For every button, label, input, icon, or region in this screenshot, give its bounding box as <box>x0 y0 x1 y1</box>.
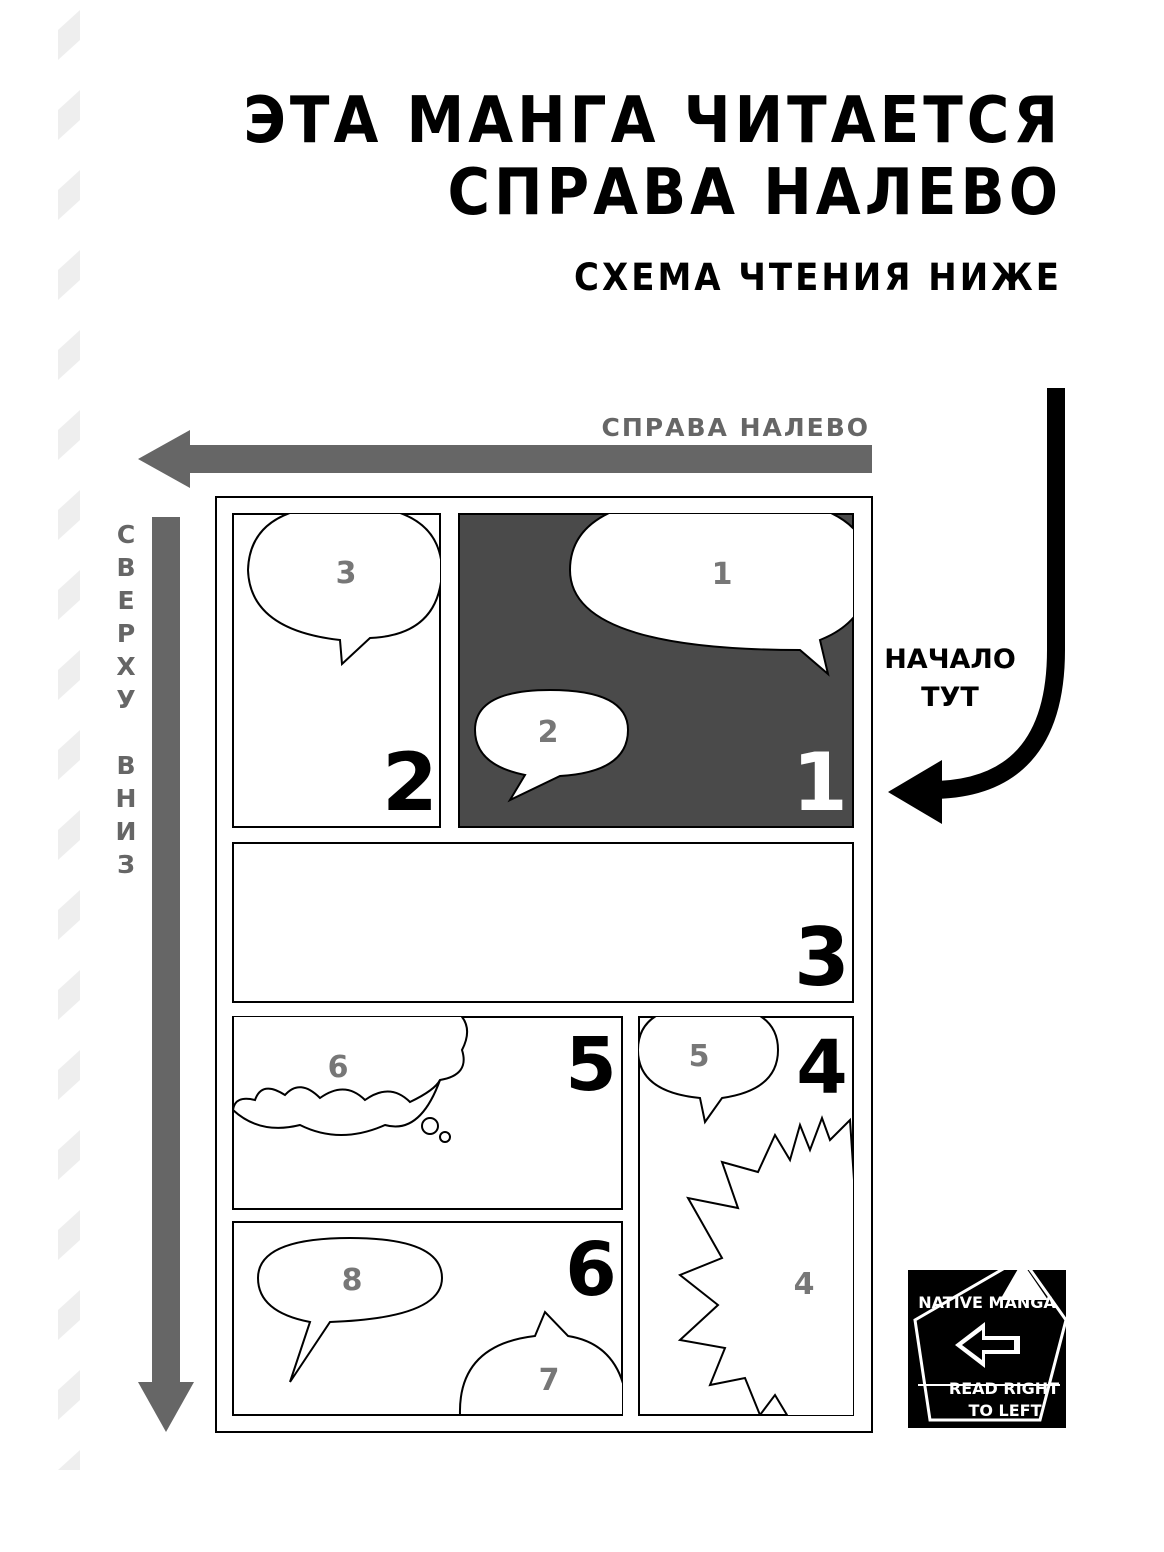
bubble-label: 5 <box>688 1039 710 1074</box>
top-arrow-label: СПРАВА НАЛЕВО <box>601 413 870 442</box>
panel-number: 6 <box>565 1227 617 1313</box>
panel-6 <box>233 1222 628 1415</box>
panel-2 <box>233 505 442 829</box>
top-to-bottom-arrow <box>112 517 195 1432</box>
side-arrow-label: СВЕРХУ ВНИЗ <box>111 520 141 883</box>
bubble-label: 2 <box>537 715 559 750</box>
panel-5 <box>233 1010 622 1209</box>
native-manga-logo <box>908 1258 1066 1428</box>
panel-4 <box>638 1005 870 1420</box>
bubble-label: 1 <box>711 557 733 592</box>
panel-number: 4 <box>796 1025 848 1111</box>
panel-number: 1 <box>792 736 848 829</box>
logo-line2: READ RIGHT <box>948 1379 1060 1398</box>
right-to-left-arrow <box>138 413 872 488</box>
start-label-line2: ТУТ <box>921 682 979 713</box>
bubble-label: 8 <box>341 1263 363 1298</box>
bubble-label: 3 <box>335 556 357 591</box>
start-arrow <box>884 388 1056 824</box>
bubble-label: 7 <box>538 1363 560 1398</box>
title-line-2: СПРАВА НАЛЕВО <box>447 154 1062 230</box>
bubble-label: 6 <box>327 1050 349 1085</box>
panel-number: 3 <box>794 911 850 1004</box>
logo-line3: TO LEFT <box>968 1401 1042 1420</box>
panel-number: 5 <box>565 1022 617 1108</box>
bubble-label: 4 <box>793 1267 815 1302</box>
subtitle: СХЕМА ЧТЕНИЯ НИЖЕ <box>574 256 1062 300</box>
panel-number: 2 <box>382 736 438 829</box>
title-line-1: ЭТА МАНГА ЧИТАЕТСЯ <box>243 82 1062 158</box>
logo-line1: NATIVE MANGA <box>918 1293 1056 1312</box>
start-label-line1: НАЧАЛО <box>884 644 1016 675</box>
panel-3 <box>233 843 853 1004</box>
panel-1 <box>459 495 870 829</box>
